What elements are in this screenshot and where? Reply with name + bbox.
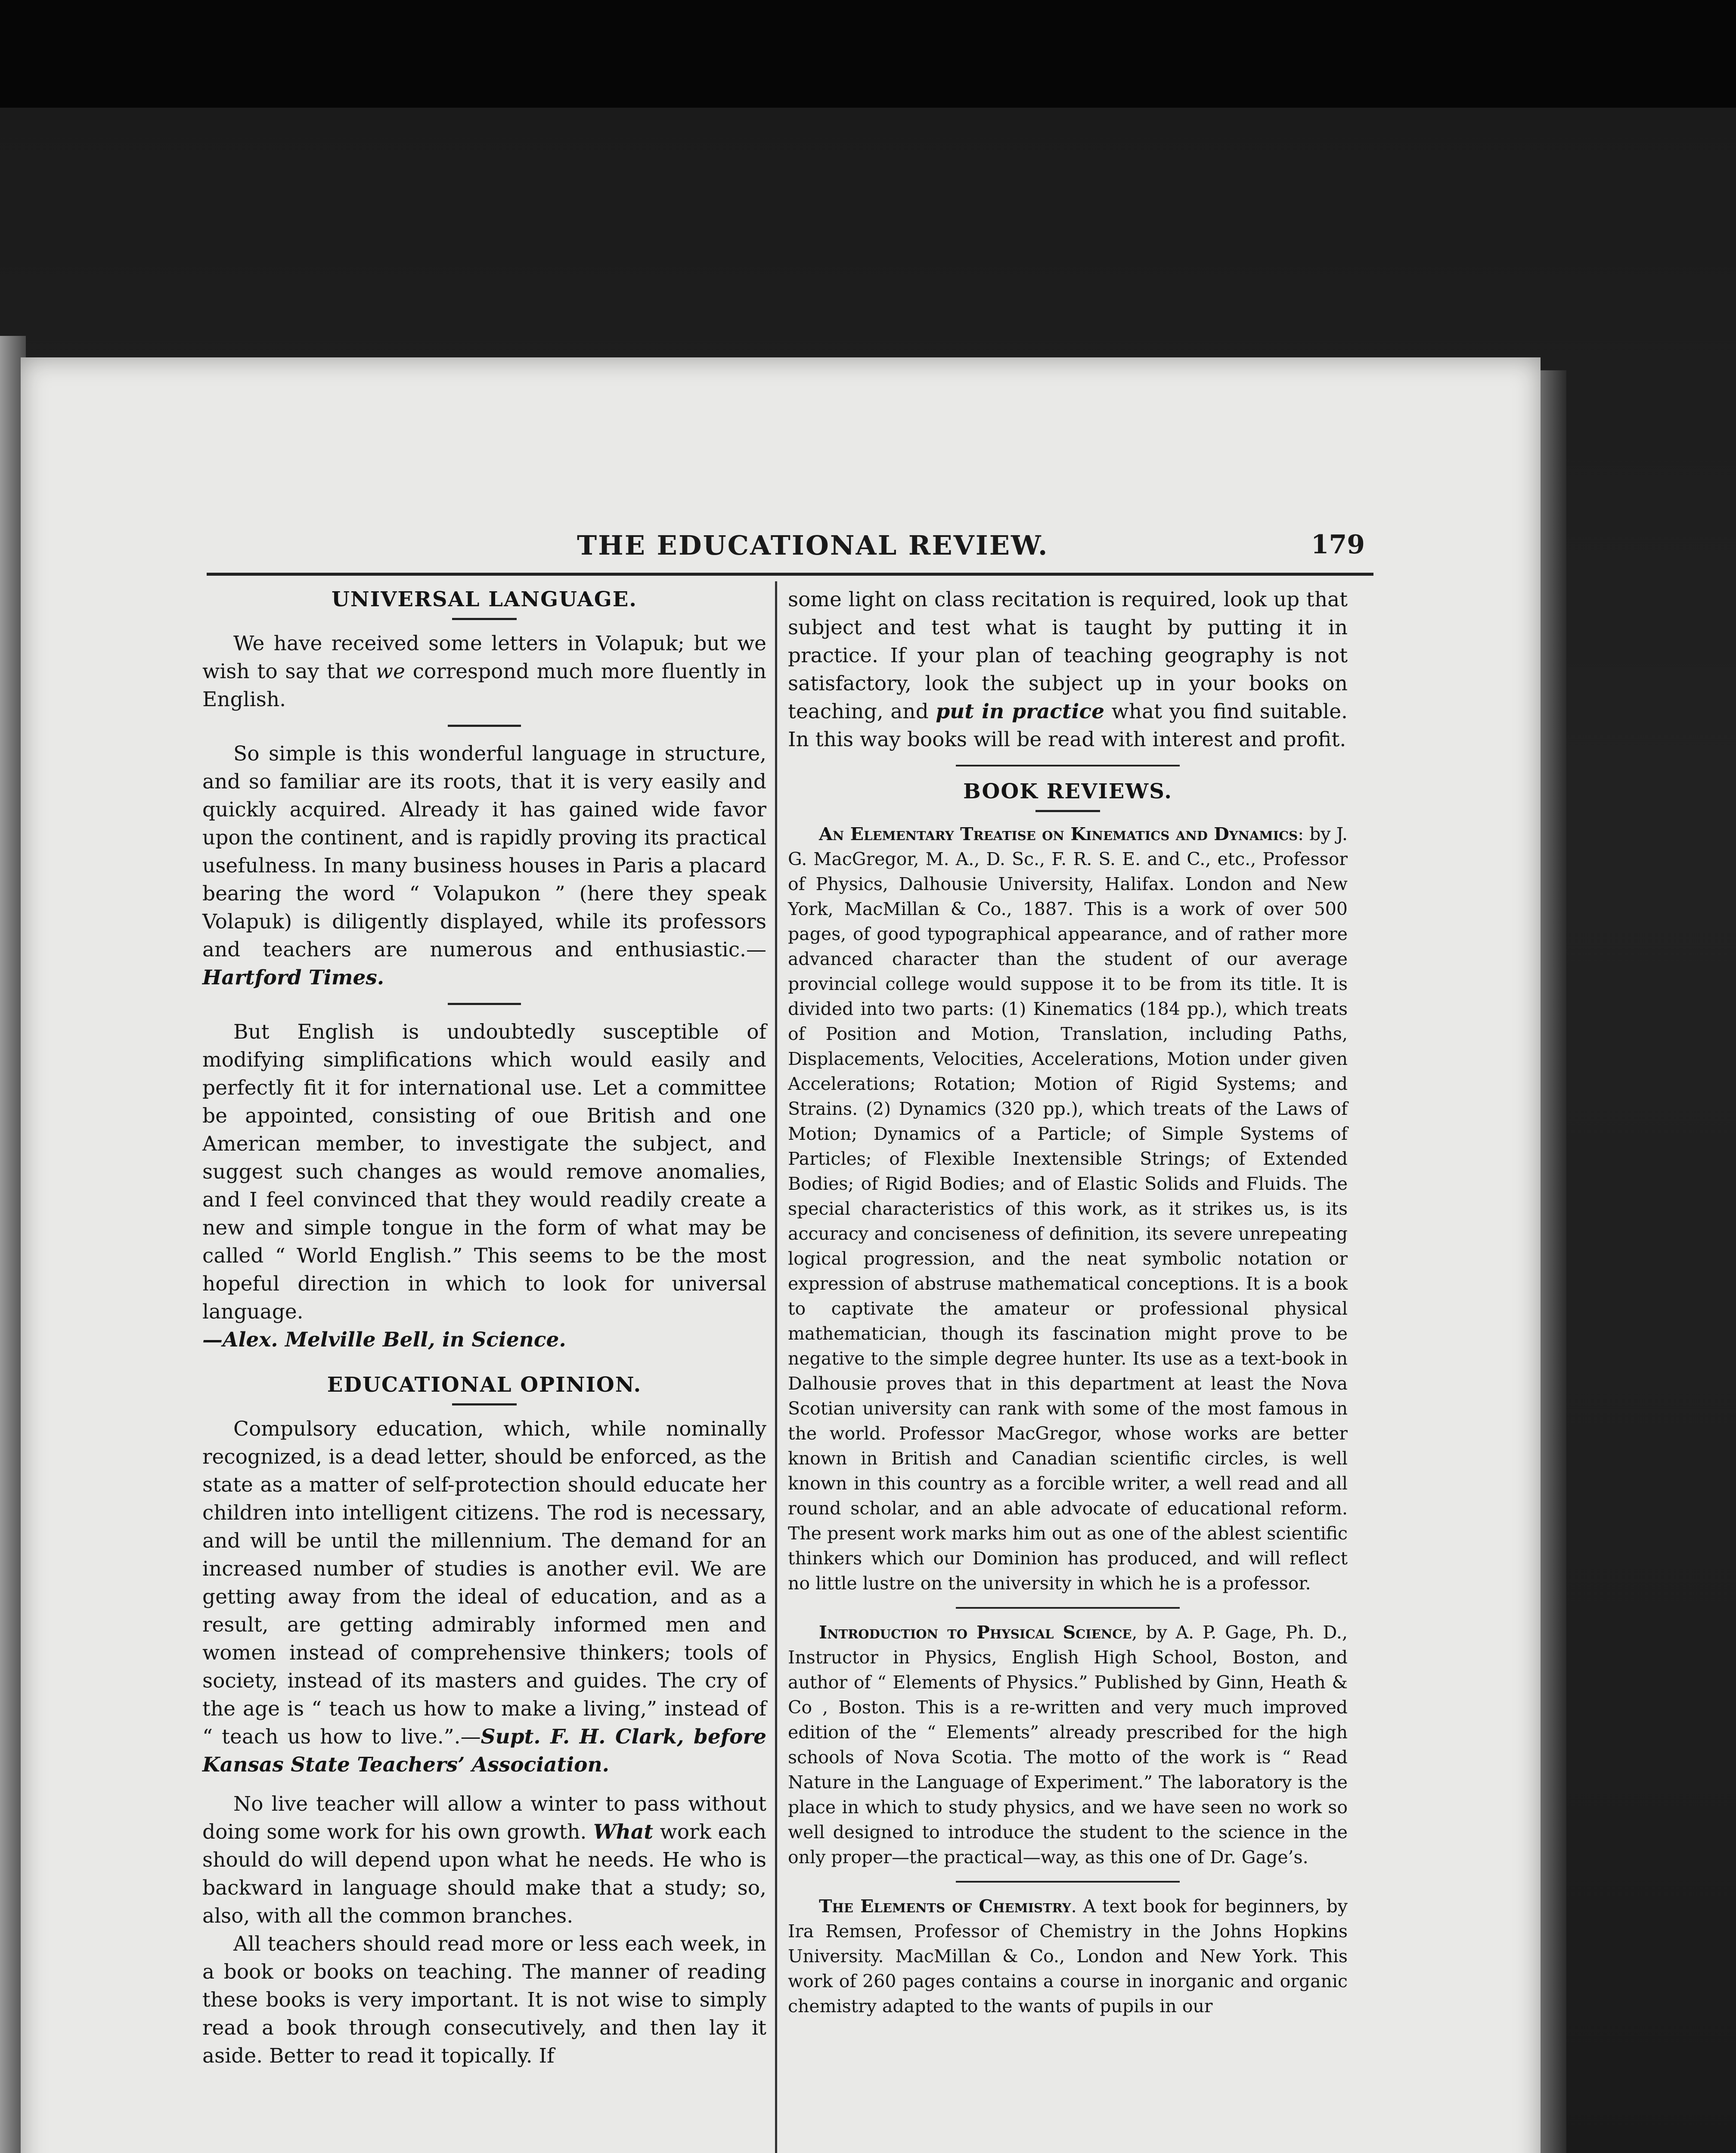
review-title: An Elementary Treatise on Kinematics and Dynamics: [819, 824, 1298, 844]
running-header: [207, 530, 1365, 564]
left-column: [202, 586, 766, 2070]
continued-paragraph: some light on class recitation is required, look up that subject and test what is taught by putting it in practice. If your plan of teaching geography is not satisfactory, look the subject up in your books on teaching, and put in practice what you find suitable. In this way books will be read with interest and profit.: [788, 588, 1348, 751]
educational-opinion-paragraph-2: No live teacher will allow a winter to pass without doing some work for his own growth. What work each should do will depend upon what he needs. He who is backward in language should make that a study; so, also, with all the common branches.: [202, 1792, 766, 1928]
educational-opinion-paragraph-1: Compulsory education, which, while nominally recognized, is a dead letter, should be enforced, as the state as a matter of self-protection should educate her children into intelligent citizens. The rod is necessary, and will be until the millennium. The demand for an increased number of studies is another evil. We are getting away from the ideal of education, and as a result, are getting admirably informed men and women instead of comprehensive thinkers; tools of society, instead of its masters and guides. The cry of the age is “ teach us how to make a living,” instead of “ teach us how to live.”.—Supt. F. H. Clark, before Kansas State Teachers’ Association.: [202, 1417, 766, 1777]
review-physical-science: Introduction to Physical Science, by A. P. Gage, Ph. D., Instructor in Physics, English High School, Boston, and author of “ Elements of Physics.” Published by Ginn, Heath & Co , Boston. This is a re-written and very much improved edition of the “ Elements” already prescribed for the high schools of Nova Scotia. The motto of the work is “ Read Nature in the Language of Experiment.” The laboratory is the place in which to study physics, and we have seen no work so well designed to introduce the student to the science in the only proper—the practical—way, as this one of Dr. Gage’s.: [788, 1622, 1348, 1868]
header-rule: [207, 573, 1373, 576]
column-divider: [775, 581, 777, 2153]
separator-rule: [956, 1881, 1180, 1883]
review-title: Introduction to Physical Science: [819, 1622, 1132, 1643]
universal-language-paragraph-1: We have received some letters in Volapuk; but we wish to say that we correspond much more fluently in English.: [202, 632, 767, 711]
separator-rule: [448, 725, 521, 727]
journal-title: THE EDUCATIONAL REVIEW.: [577, 530, 1049, 561]
page-edge-shadow: [1541, 370, 1566, 2153]
book-reviews-heading: BOOK REVIEWS.: [963, 779, 1172, 803]
heading-rule: [452, 1403, 517, 1405]
universal-language-heading: UNIVERSAL LANGUAGE.: [331, 587, 638, 611]
review-title: The Elements of Chemistry: [819, 1896, 1071, 1917]
right-column: [788, 586, 1348, 2019]
review-kinematics: An Elementary Treatise on Kinematics and Dynamics: by J. G. MacGregor, M. A., D. Sc., F. R. S. E. and C., etc., Professor of Physics, Dalhousie University, Halifax. London and New York, MacMillan & Co., 1887. This is a work of over 500 pages, of good typographical appearance, and of rather more advanced character than the student of our average provincial college would suppose it to be from its title. It is divided into two parts: (1) Kinematics (184 pp.), which treats of Position and Motion, Translation, including Paths, Displacements, Velocities, Accelerations, Motion under given Accelerations; Rotation; Motion of Rigid Systems; and Strains. (2) Dynamics (320 pp.), which treats of the Laws of Motion; Dynamics of a Particle; of Simple Systems of Particles; of Flexible Inextensible Strings; of Extended Bodies; of Rigid Bodies; and of Elastic Solids and Fluids. The special characteristics of this work, as it strikes us, is its accuracy and conciseness of definition, its severe unrepeating logical progression, and the neat symbolic notation or expression of abstruse mathematical conceptions. It is a book to captivate the amateur or professional physical mathematician, though its fascination might prove to be negative to the simple degree hunter. Its use as a text-book in Dalhousie proves that in this department at least the Nova Scotian university can rank with some of the most famous in the world. Professor MacGregor, whose works are better known in British and Canadian scientific circles, is well known in this country as a forcible writer, a well read and all round scholar, and an able advocate of educational reform. The present work marks him out as one of the ablest scientific thinkers which our Dominion has produced, and will reflect no little lustre on the university in which he is a professor.: [788, 824, 1348, 1594]
separator-rule: [956, 765, 1180, 766]
universal-language-paragraph-2: So simple is this wonderful language in structure, and so familiar are its roots, that it is very easily and quickly acquired. Already it has gained wide favor upon the continent, and is rapidly proving its practical usefulness. In many business houses in Paris a placard bearing the word “ Volapukon ” (here they speak Volapuk) is diligently displayed, while its professors and teachers are numerous and enthusiastic.—Hartford Times.: [202, 742, 766, 990]
page-number: 179: [1311, 530, 1365, 560]
educational-opinion-heading: EDUCATIONAL OPINION.: [327, 1373, 642, 1397]
educational-opinion-paragraph-3: All teachers should read more or less each week, in a book or books on teaching. The manner of reading these books is very important. It is not wise to simply read a book through consecutively, and then lay it aside. Better to read it topically. If: [202, 1932, 766, 2068]
heading-rule: [452, 618, 517, 620]
universal-language-paragraph-3: But English is undoubtedly susceptible of modifying simplifications which would easily and perfectly fit it for international use. Let a committee be appointed, consisting of oue British and one American member, to investigate the subject, and suggest such changes as would remove anomalies, and I feel convinced that they would readily create a new and simple tongue in the form of what may be called “ World English.” This seems to be the most hopeful direction in which to look for universal language.: [202, 1020, 766, 1324]
separator-rule: [448, 1003, 521, 1005]
separator-rule: [956, 1607, 1180, 1609]
universal-language-source: —Alex. Melville Bell, in Science.: [202, 1328, 566, 1352]
review-chemistry: The Elements of Chemistry. A text book for beginners, by Ira Remsen, Professor of Chemistry in the Johns Hopkins University. MacMillan & Co., London and New York. This work of 260 pages contains a course in inorganic and organic chemistry adapted to the wants of pupils in our: [788, 1896, 1348, 2016]
heading-rule: [1035, 810, 1100, 812]
